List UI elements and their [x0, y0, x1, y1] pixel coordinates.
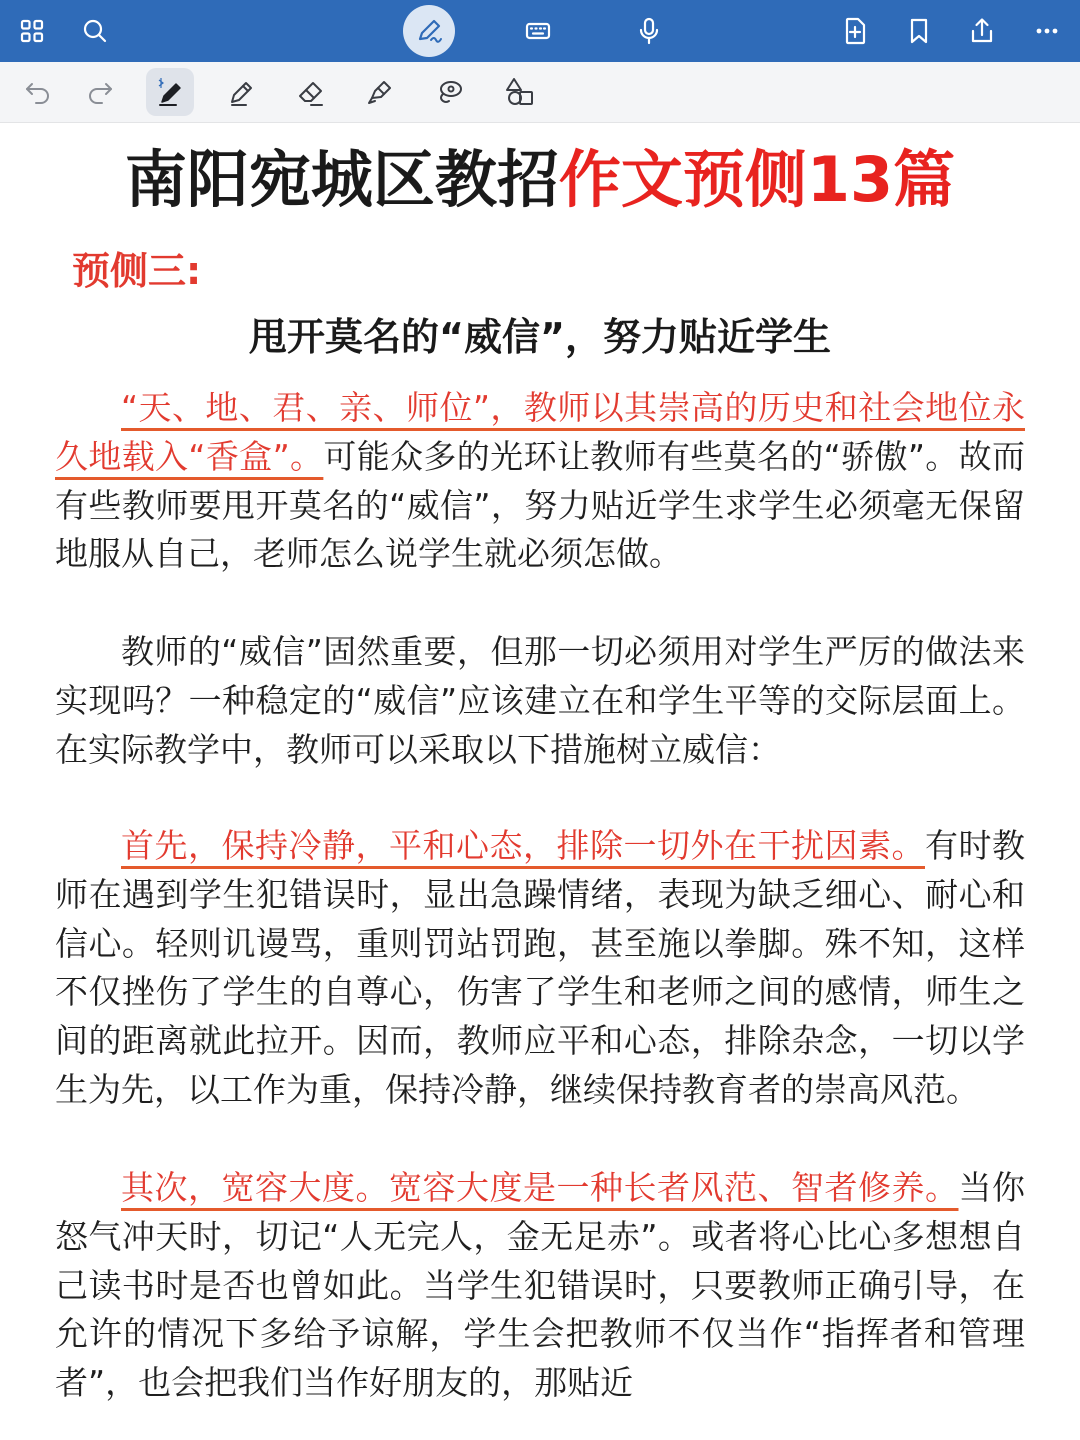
- title-red-part: 作文预侧13篇: [558, 143, 956, 216]
- more-icon[interactable]: [1027, 11, 1067, 51]
- grid-icon[interactable]: [12, 11, 52, 51]
- body-text: 教师的“威信”固然重要，但那一切必须用对学生严厉的做法来实现吗？一种稳定的“威信”应该建立在和学生平等的交际层面上。在实际教学中，教师可以采取以下措施树立威信：: [55, 632, 1025, 769]
- redo-icon[interactable]: [80, 72, 120, 112]
- paragraph-2: [55, 628, 1025, 774]
- document-title: [0, 138, 1080, 222]
- add-page-icon[interactable]: [835, 11, 875, 51]
- keyboard-icon[interactable]: [518, 11, 558, 51]
- title-black-part: 南阳宛城区教招: [124, 143, 559, 216]
- paragraph-1: [55, 384, 1025, 579]
- body-text: 当你怒气冲天时，切记“人无完人，金无足赤”。或者将心比心多想想自己读书时是否也曾如此。当学生犯错误时，只要教师正确引导，在允许的情况下多给予谅解，学生会把教师不仅当作“指挥者和管理者”，也会把我们当作好朋友的，那贴近: [55, 1168, 1025, 1403]
- search-icon[interactable]: [75, 11, 115, 51]
- bluetooth-pen-icon[interactable]: [146, 68, 194, 116]
- essay-title: 甩开莫名的“威信”，努力贴近学生: [249, 315, 831, 359]
- highlighted-text: 首先，保持冷静，平和心态，排除一切外在干扰因素。: [121, 826, 925, 865]
- top-app-bar: [0, 0, 1080, 62]
- paragraph-4: [55, 1164, 1025, 1408]
- paragraph-3: [55, 822, 1025, 1115]
- eraser-icon[interactable]: [291, 72, 331, 112]
- body-text: 有时教师在遇到学生犯错误时，显出急躁情绪，表现为缺乏细心、耐心和信心。轻则讥谩骂，重则罚站罚跑，甚至施以拳脚。殊不知，这样不仅挫伤了学生的自尊心，伤害了学生和老师之间的感情，师生之间的距离就此拉开。因而，教师应平和心态，排除杂念，一切以学生为先，以工作为重，保持冷静，继续保持教育者的崇高风范。: [55, 826, 1025, 1109]
- drawing-toolbar: [0, 62, 1080, 123]
- shapes-icon[interactable]: [500, 72, 540, 112]
- pen-mode-icon[interactable]: [403, 5, 455, 57]
- highlighted-text: 其次，宽容大度。宽容大度是一种长者风范、智者修养。: [121, 1168, 959, 1207]
- bookmark-icon[interactable]: [899, 11, 939, 51]
- highlighter-icon[interactable]: [360, 72, 400, 112]
- pencil-icon[interactable]: [222, 72, 262, 112]
- microphone-icon[interactable]: [629, 11, 669, 51]
- section-label: 预侧三:: [72, 249, 202, 293]
- undo-icon[interactable]: [18, 72, 58, 112]
- share-icon[interactable]: [962, 11, 1002, 51]
- body-text: 可能众多的光环让教师有些莫名的“骄傲”。故而有些教师要甩开莫名的“威信”，努力贴近学生求学生必须毫无保留地服从自己，老师怎么说学生就必须怎做。: [55, 436, 1025, 574]
- highlighted-text: “天、地、君、亲、师位”，教师以其崇高的历史和社会地位永久地载入“香盒”。: [55, 388, 1025, 476]
- lasso-icon[interactable]: [430, 72, 470, 112]
